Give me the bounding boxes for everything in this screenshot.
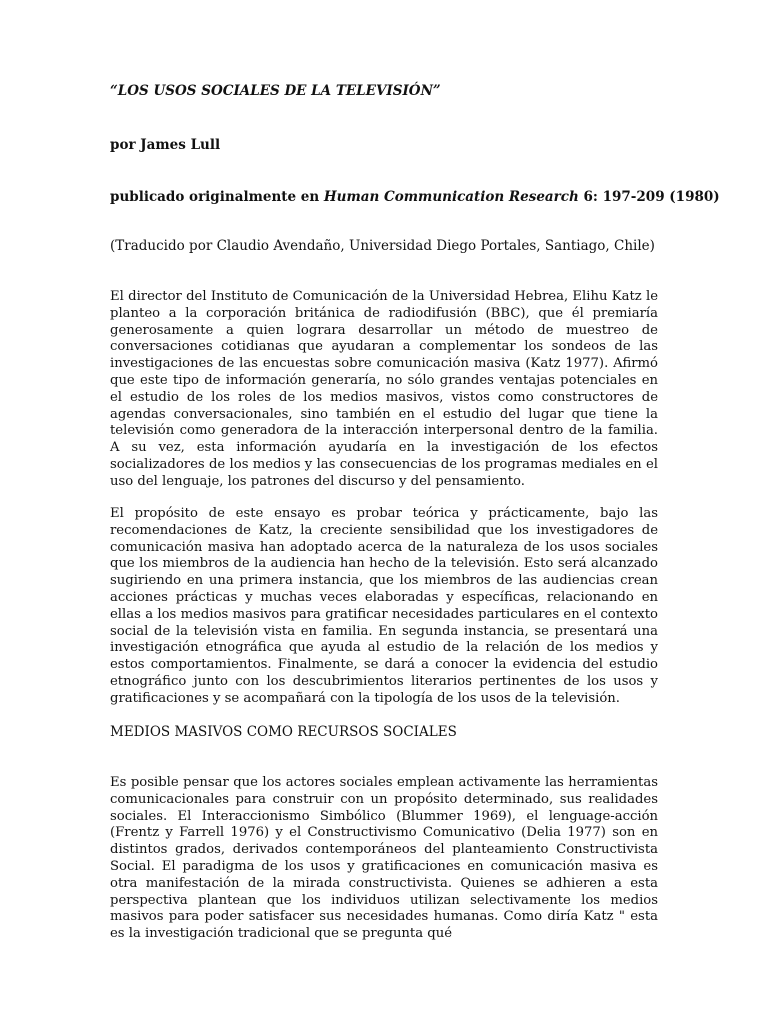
publication-line bbox=[110, 189, 720, 205]
paragraph-purpose: El propósito de este ensayo es probar teórica y prácticamente, bajo las recomendaciones de Katz, la creciente sensibilidad que los investigadores de comunicación masiva han adoptado acerca de la naturaleza de los usos sociales que los miembros de la audiencia han hecho de la televisión. Esto será alcanzado sugiriendo en una primera instancia, que los miembros de las audiencias crean acciones prácticas y muchas veces elaboradas y específicas, relacionando en ellas a los medios masivos para gratificar necesidades particulares en el contexto social de la televisión vista en familia. En segunda instancia, se presentará una investigación etnográfica que ayuda al estudio de la relación de los medios y estos comportamientos. Finalmente, se dará a conocer la evidencia del estudio etnográfico junto con los descubrimientos literarios pertinentes de los usos y gratificaciones y se acompañará con la tipología de los usos de la televisión. bbox=[110, 506, 658, 706]
document-title: “LOS USOS SOCIALES DE LA TELEVISIÓN” bbox=[110, 83, 441, 99]
journal-name: Human Communication Research bbox=[323, 189, 579, 205]
paragraph-section: Es posible pensar que los actores sociales emplean activamente las herramientas comunicacionales para construir con un propósito determinado, sus realidades sociales. El Interaccionismo Simbólico (Blummer 1969), el lenguage-acción (Frentz y Farrell 1976) y el Constructivismo Comunicativo (Delia 1977) son en distintos grados, derivados contemporáneos del planteamiento Constructivista Social. El paradigma de los usos y gratificaciones en comunicación masiva es otra manifestación de la mirada constructivista. Quienes se adhieren a esta perspectiva plantean que los individuos utilizan selectivamente los medios masivos para poder satisfacer sus necesidades humanas. Como diría Katz " esta es la investigación tradicional que se pregunta qué bbox=[110, 775, 658, 942]
publication-suffix: 6: 197-209 (1980) bbox=[578, 189, 720, 205]
author-line: por James Lull bbox=[110, 137, 221, 153]
paragraph-intro: El director del Instituto de Comunicación de la Universidad Hebrea, Elihu Katz le planteo a la corporación británica de radiodifusión (BBC), que él premiaría generosamente a quien lograra desarrollar un método de muestreo de conversaciones cotidianas que ayudaran a complementar los sondeos de las investigaciones de las encuestas sobre comunicación masiva (Katz 1977). Afirmó que este tipo de información generaría, no sólo grandes ventajas potenciales en el estudio de los roles de los medios masivos, vistos como constructores de agendas conversacionales, sino también en el estudio del lugar que tiene la televisión como generadora de la interacción interpersonal dentro de la familia. A su vez, esta información ayudaría en la investigación de los efectos socializadores de los medios y las consecuencias de los programas mediales en el uso del lenguaje, los patrones del discurso y del pensamiento. bbox=[110, 289, 658, 489]
publication-prefix: publicado originalmente en bbox=[110, 189, 324, 205]
translator-note: (Traducido por Claudio Avendaño, Universidad Diego Portales, Santiago, Chile) bbox=[110, 238, 655, 254]
section-heading: MEDIOS MASIVOS COMO RECURSOS SOCIALES bbox=[110, 724, 457, 740]
